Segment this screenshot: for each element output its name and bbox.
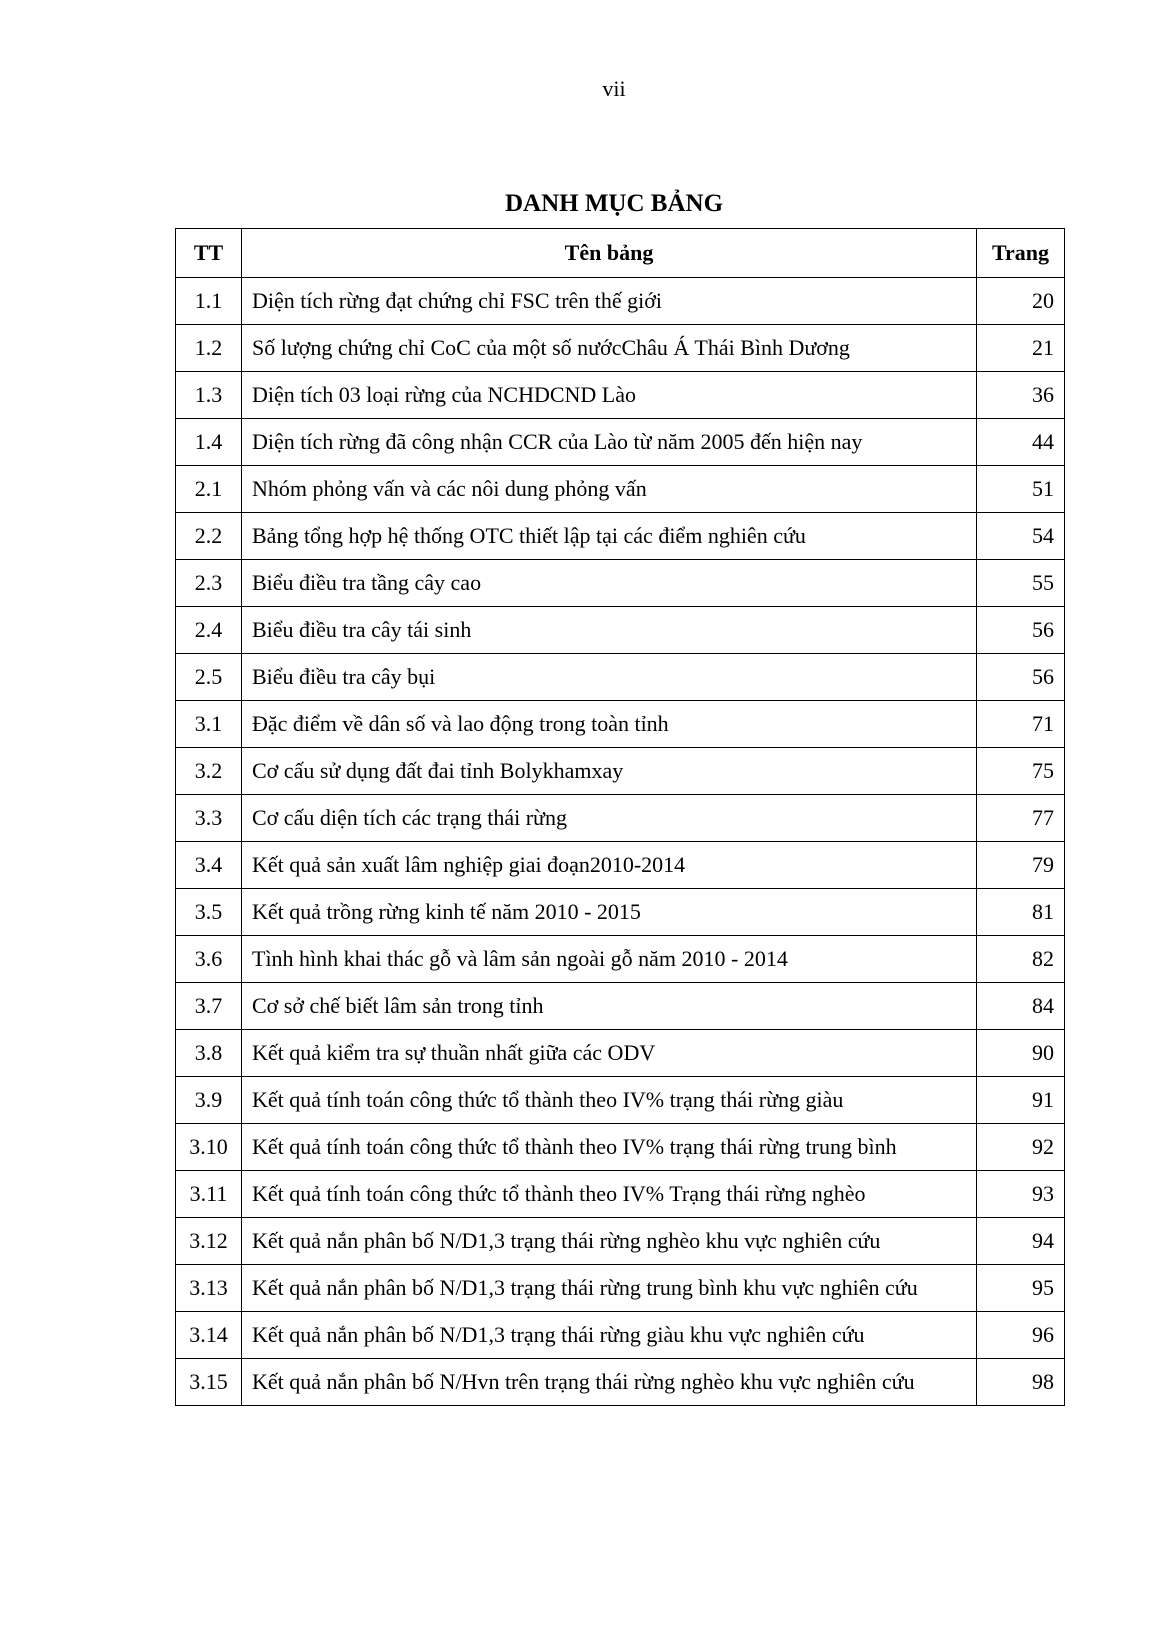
row-table-name: Kết quả tính toán công thức tổ thành theo IV% Trạng thái rừng nghèo bbox=[242, 1171, 977, 1218]
row-table-name: Cơ cấu diện tích các trạng thái rừng bbox=[242, 795, 977, 842]
row-number: 1.3 bbox=[176, 372, 242, 419]
table-list bbox=[175, 228, 1065, 1406]
row-table-name: Kết quả nắn phân bố N/Hvn trên trạng thái rừng nghèo khu vực nghiên cứu bbox=[242, 1359, 977, 1406]
table-row bbox=[176, 560, 1065, 607]
table-row bbox=[176, 1077, 1065, 1124]
table-row bbox=[176, 278, 1065, 325]
row-page: 81 bbox=[977, 889, 1065, 936]
row-number: 2.3 bbox=[176, 560, 242, 607]
row-number: 1.4 bbox=[176, 419, 242, 466]
row-page: 92 bbox=[977, 1124, 1065, 1171]
row-page: 98 bbox=[977, 1359, 1065, 1406]
table-row bbox=[176, 1359, 1065, 1406]
row-page: 91 bbox=[977, 1077, 1065, 1124]
row-page: 90 bbox=[977, 1030, 1065, 1077]
row-page: 93 bbox=[977, 1171, 1065, 1218]
row-table-name: Nhóm phỏng vấn và các nôi dung phỏng vấn bbox=[242, 466, 977, 513]
row-page: 56 bbox=[977, 607, 1065, 654]
table-row bbox=[176, 654, 1065, 701]
row-table-name: Kết quả tính toán công thức tổ thành theo IV% trạng thái rừng trung bình bbox=[242, 1124, 977, 1171]
row-number: 2.5 bbox=[176, 654, 242, 701]
row-number: 3.1 bbox=[176, 701, 242, 748]
table-header-row bbox=[176, 229, 1065, 278]
row-page: 71 bbox=[977, 701, 1065, 748]
row-page: 84 bbox=[977, 983, 1065, 1030]
row-page: 96 bbox=[977, 1312, 1065, 1359]
page-number: vii bbox=[602, 76, 626, 101]
row-page: 55 bbox=[977, 560, 1065, 607]
row-number: 3.9 bbox=[176, 1077, 242, 1124]
row-table-name: Biểu điều tra tầng cây cao bbox=[242, 560, 977, 607]
row-number: 3.8 bbox=[176, 1030, 242, 1077]
row-number: 3.7 bbox=[176, 983, 242, 1030]
row-page: 79 bbox=[977, 842, 1065, 889]
table-row bbox=[176, 1265, 1065, 1312]
table-row bbox=[176, 842, 1065, 889]
row-page: 36 bbox=[977, 372, 1065, 419]
row-table-name: Kết quả kiểm tra sự thuần nhất giữa các ODV bbox=[242, 1030, 977, 1077]
row-table-name: Diện tích rừng đạt chứng chỉ FSC trên thế giới bbox=[242, 278, 977, 325]
table-row bbox=[176, 983, 1065, 1030]
row-table-name: Số lượng chứng chỉ CoC của một số nướcChâu Á Thái Bình Dương bbox=[242, 325, 977, 372]
table-row bbox=[176, 936, 1065, 983]
row-number: 3.10 bbox=[176, 1124, 242, 1171]
table-body bbox=[176, 278, 1065, 1406]
row-number: 3.2 bbox=[176, 748, 242, 795]
table-row bbox=[176, 701, 1065, 748]
row-number: 1.2 bbox=[176, 325, 242, 372]
table-row bbox=[176, 607, 1065, 654]
row-page: 54 bbox=[977, 513, 1065, 560]
row-number: 3.11 bbox=[176, 1171, 242, 1218]
row-table-name: Kết quả nắn phân bố N/D1,3 trạng thái rừng trung bình khu vực nghiên cứu bbox=[242, 1265, 977, 1312]
row-table-name: Kết quả tính toán công thức tổ thành theo IV% trạng thái rừng giàu bbox=[242, 1077, 977, 1124]
table-row bbox=[176, 1312, 1065, 1359]
table-row bbox=[176, 748, 1065, 795]
row-table-name: Tình hình khai thác gỗ và lâm sản ngoài gỗ năm 2010 - 2014 bbox=[242, 936, 977, 983]
row-page: 95 bbox=[977, 1265, 1065, 1312]
row-page: 82 bbox=[977, 936, 1065, 983]
table-row bbox=[176, 1030, 1065, 1077]
row-number: 3.12 bbox=[176, 1218, 242, 1265]
row-page: 94 bbox=[977, 1218, 1065, 1265]
table-row bbox=[176, 1124, 1065, 1171]
row-table-name: Đặc điểm về dân số và lao động trong toàn tỉnh bbox=[242, 701, 977, 748]
table-row bbox=[176, 325, 1065, 372]
table-row bbox=[176, 419, 1065, 466]
header-name: Tên bảng bbox=[242, 229, 977, 278]
row-table-name: Diện tích rừng đã công nhận CCR của Lào từ năm 2005 đến hiện nay bbox=[242, 419, 977, 466]
row-number: 3.3 bbox=[176, 795, 242, 842]
row-table-name: Kết quả nắn phân bố N/D1,3 trạng thái rừng nghèo khu vực nghiên cứu bbox=[242, 1218, 977, 1265]
row-number: 3.6 bbox=[176, 936, 242, 983]
row-page: 21 bbox=[977, 325, 1065, 372]
row-number: 2.2 bbox=[176, 513, 242, 560]
row-table-name: Biểu điều tra cây tái sinh bbox=[242, 607, 977, 654]
row-table-name: Kết quả trồng rừng kinh tế năm 2010 - 2015 bbox=[242, 889, 977, 936]
page-title: DANH MỤC BẢNG bbox=[504, 190, 724, 217]
row-number: 3.13 bbox=[176, 1265, 242, 1312]
header-tt: TT bbox=[176, 229, 242, 278]
table-row bbox=[176, 372, 1065, 419]
row-number: 3.4 bbox=[176, 842, 242, 889]
row-page: 56 bbox=[977, 654, 1065, 701]
row-number: 2.4 bbox=[176, 607, 242, 654]
table-row bbox=[176, 889, 1065, 936]
row-number: 3.15 bbox=[176, 1359, 242, 1406]
row-table-name: Bảng tổng hợp hệ thống OTC thiết lập tại các điểm nghiên cứu bbox=[242, 513, 977, 560]
row-table-name: Cơ sở chế biết lâm sản trong tỉnh bbox=[242, 983, 977, 1030]
header-page: Trang bbox=[977, 229, 1065, 278]
table-row bbox=[176, 1171, 1065, 1218]
row-number: 3.14 bbox=[176, 1312, 242, 1359]
row-table-name: Biểu điều tra cây bụi bbox=[242, 654, 977, 701]
table-row bbox=[176, 795, 1065, 842]
row-number: 3.5 bbox=[176, 889, 242, 936]
row-page: 44 bbox=[977, 419, 1065, 466]
table-row bbox=[176, 513, 1065, 560]
row-number: 1.1 bbox=[176, 278, 242, 325]
row-table-name: Diện tích 03 loại rừng của NCHDCND Lào bbox=[242, 372, 977, 419]
table-row bbox=[176, 1218, 1065, 1265]
row-page: 51 bbox=[977, 466, 1065, 513]
row-table-name: Cơ cấu sử dụng đất đai tỉnh Bolykhamxay bbox=[242, 748, 977, 795]
row-page: 77 bbox=[977, 795, 1065, 842]
row-page: 20 bbox=[977, 278, 1065, 325]
row-number: 2.1 bbox=[176, 466, 242, 513]
table-row bbox=[176, 466, 1065, 513]
row-page: 75 bbox=[977, 748, 1065, 795]
row-table-name: Kết quả sản xuất lâm nghiệp giai đoạn2010-2014 bbox=[242, 842, 977, 889]
row-table-name: Kết quả nắn phân bố N/D1,3 trạng thái rừng giàu khu vực nghiên cứu bbox=[242, 1312, 977, 1359]
